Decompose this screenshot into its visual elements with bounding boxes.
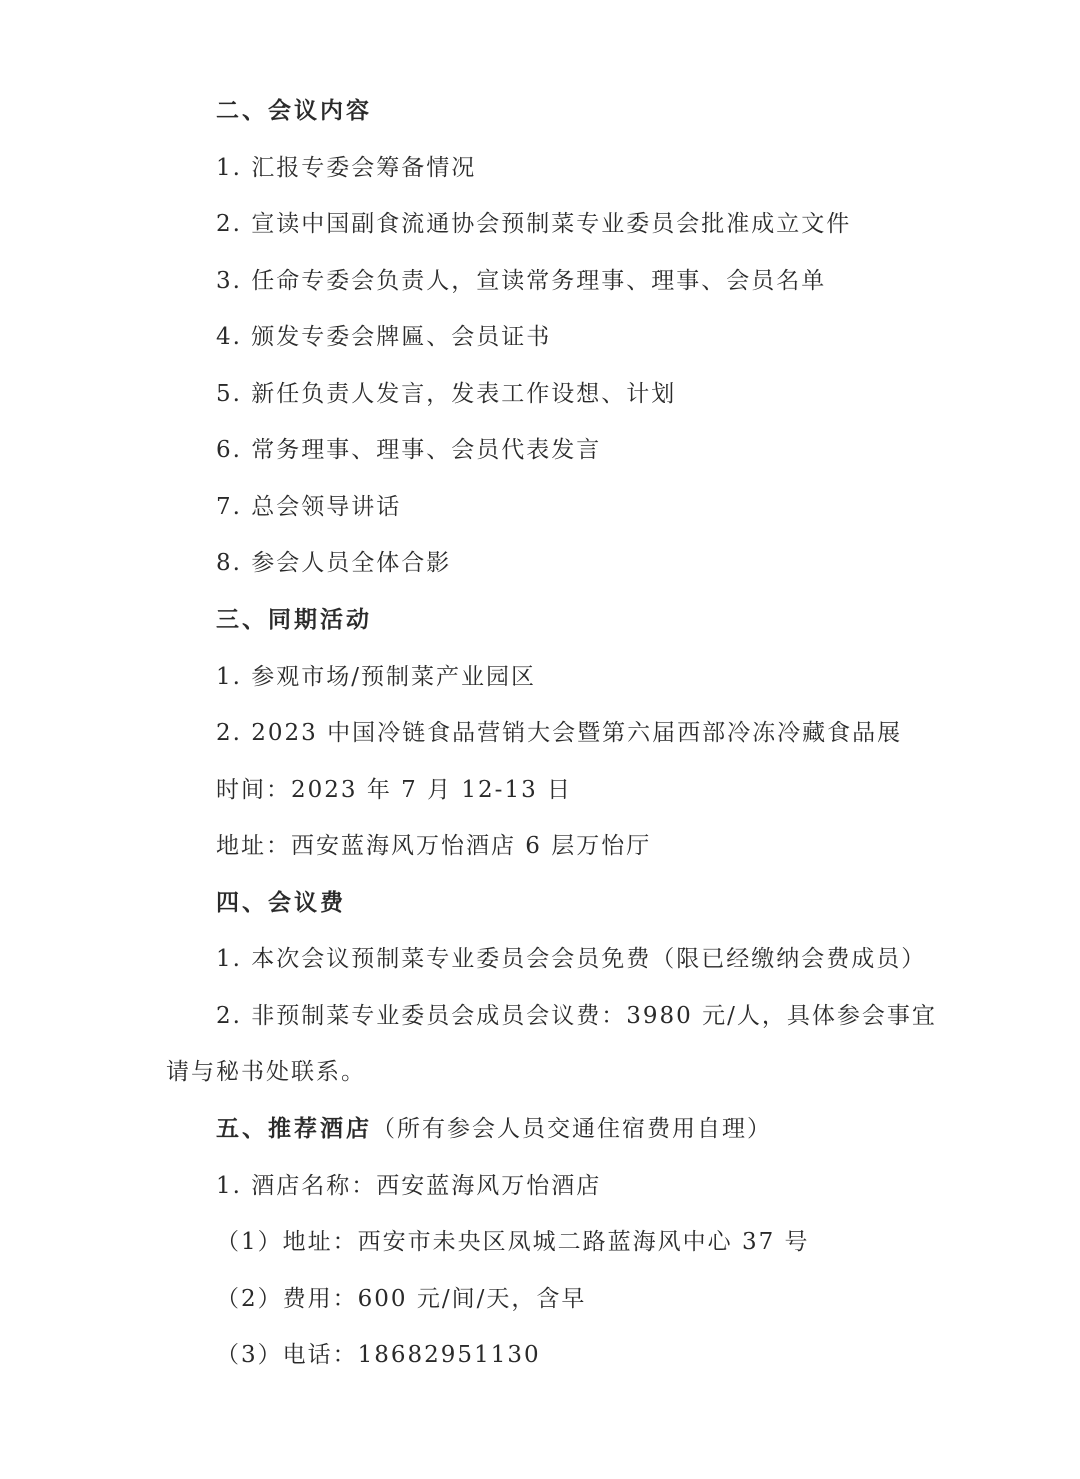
list-item: 6. 常务理事、理事、会员代表发言 — [216, 437, 602, 463]
list-item: 4. 颁发专委会牌匾、会员证书 — [216, 324, 552, 350]
list-item: 1. 汇报专委会筹备情况 — [216, 155, 477, 181]
section-heading-hotel — [216, 1114, 772, 1144]
event-time: 时间：2023 年 7 月 12-13 日 — [216, 777, 573, 803]
hotel-name: 1. 酒店名称：西安蓝海风万怡酒店 — [216, 1173, 602, 1199]
hotel-address: （1）地址：西安市未央区凤城二路蓝海风中心 37 号 — [216, 1229, 810, 1255]
list-item: 5. 新任负责人发言，发表工作设想、计划 — [216, 381, 677, 407]
hotel-heading-title: 五、推荐酒店 — [216, 1116, 372, 1142]
section-heading-concurrent-events: 三、同期活动 — [216, 607, 372, 633]
event-address: 地址：西安蓝海风万怡酒店 6 层万怡厅 — [216, 833, 652, 859]
list-item: 7. 总会领导讲话 — [216, 494, 402, 520]
list-item: 3. 任命专委会负责人，宣读常务理事、理事、会员名单 — [216, 268, 827, 294]
list-item: 2. 2023 中国冷链食品营销大会暨第六届西部冷冻冷藏食品展 — [216, 720, 903, 746]
section-heading-meeting-fee: 四、会议费 — [216, 890, 346, 916]
list-item: 8. 参会人员全体合影 — [216, 550, 452, 576]
list-item: 1. 本次会议预制菜专业委员会会员免费（限已经缴纳会费成员） — [216, 946, 927, 972]
list-item: 2. 宣读中国副食流通协会预制菜专业委员会批准成立文件 — [216, 211, 852, 237]
hotel-fee: （2）费用：600 元/间/天，含早 — [216, 1286, 587, 1312]
hotel-phone: （3）电话：18682951130 — [216, 1342, 541, 1368]
section-heading-meeting-content: 二、会议内容 — [216, 98, 372, 124]
list-item-continuation: 请与秘书处联系。 — [166, 1059, 366, 1085]
hotel-heading-note: （所有参会人员交通住宿费用自理） — [372, 1116, 772, 1142]
list-item: 2. 非预制菜专业委员会成员会议费：3980 元/人，具体参会事宜 — [216, 1003, 937, 1029]
list-item: 1. 参观市场/预制菜产业园区 — [216, 664, 537, 690]
